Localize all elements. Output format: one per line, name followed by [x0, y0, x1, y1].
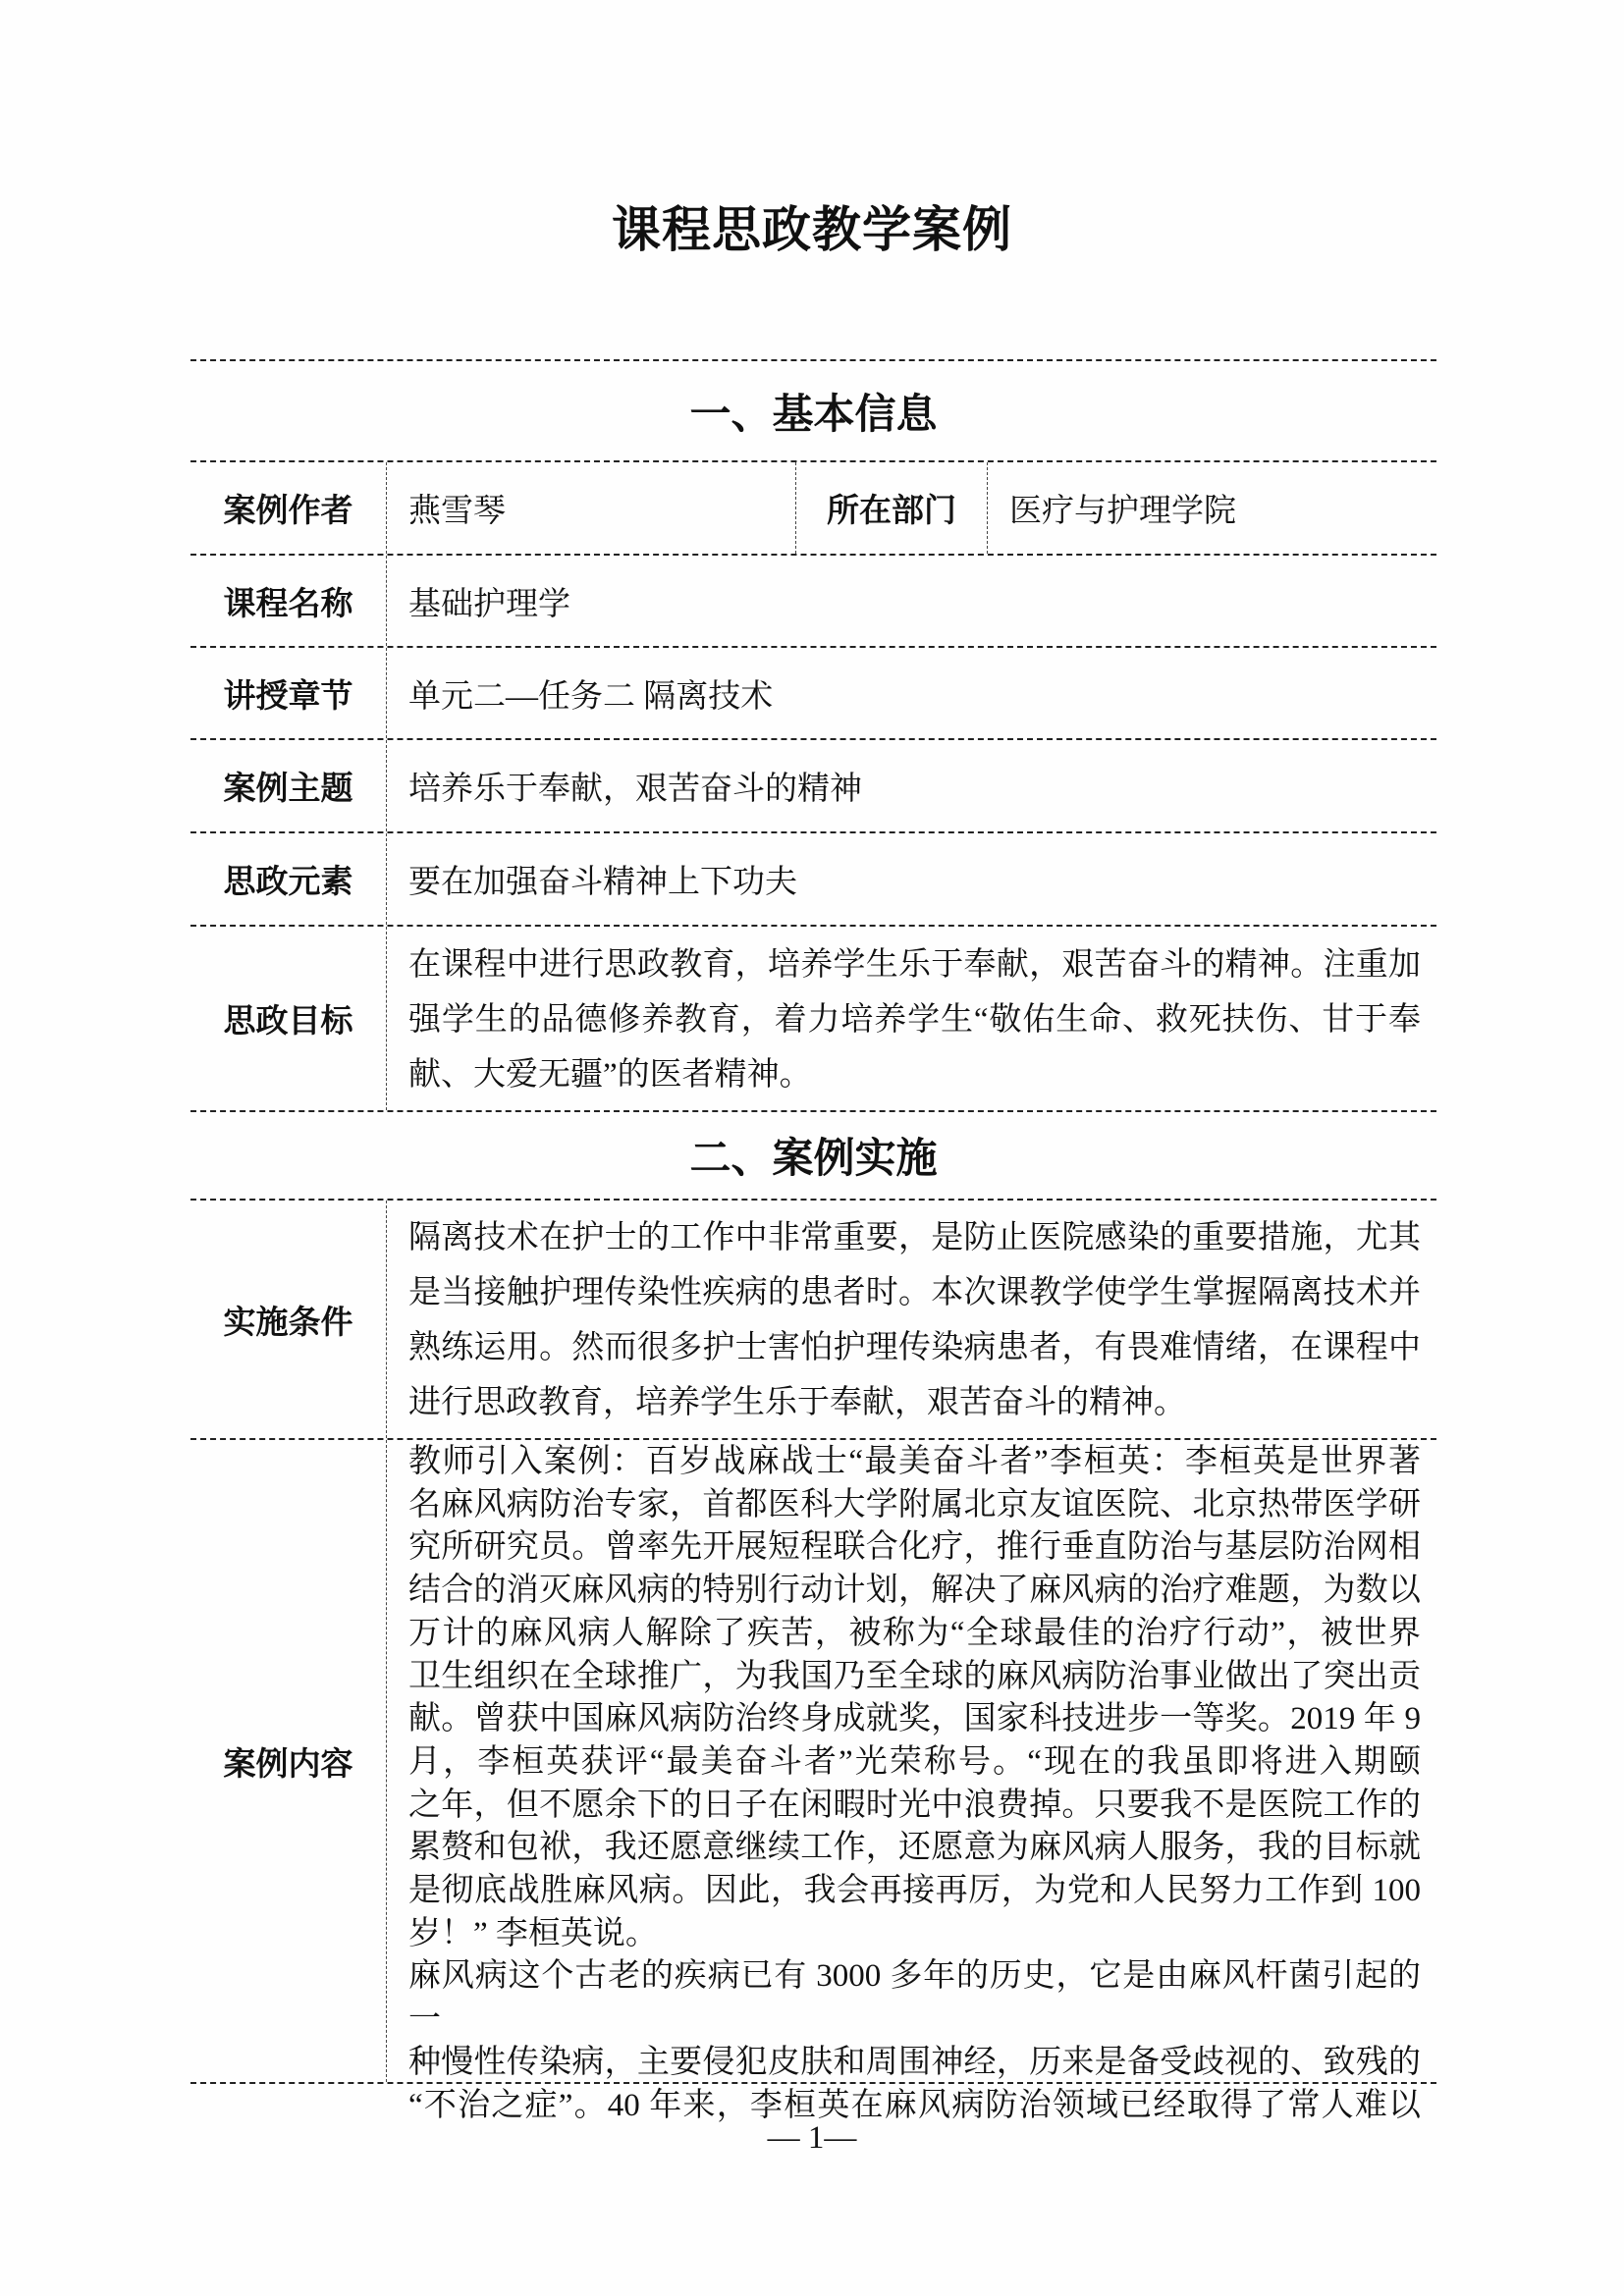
section-header-basic-info [190, 359, 1436, 460]
label-implementation-conditions: 实施条件 [190, 1201, 387, 1438]
section-title: 二、案例实施 [689, 1135, 938, 1181]
section-title: 一、基本信息 [689, 390, 938, 437]
section-header-case-implementation [190, 1110, 1436, 1199]
value-implementation-conditions: 隔离技术在护士的工作中非常重要，是防止医院感染的重要措施，尤其 是当接触护理传染性疾病的患者时。本次课教学使学生掌握隔离技术并 熟练运用。然而很多护士害怕护理传染病患者，有畏难情绪，在课程中 进行思政教育，培养学生乐于奉献，艰苦奋斗的精神。 [408, 1220, 1421, 1420]
case-form-table [190, 359, 1436, 2123]
label-case-author: 案例作者 [190, 462, 387, 554]
label-case-content: 案例内容 [190, 1440, 387, 2082]
table-row [190, 738, 1436, 831]
value-case-author: 燕雪琴 [387, 462, 796, 554]
label-case-theme: 案例主题 [190, 740, 387, 831]
label-ideological-goal: 思政目标 [190, 927, 387, 1110]
value-case-theme: 培养乐于奉献，艰苦奋斗的精神 [408, 772, 862, 807]
label-department: 所在部门 [796, 462, 988, 554]
table-row [190, 1438, 1436, 2123]
value-ideological-element: 要在加强奋斗精神上下功夫 [408, 865, 797, 900]
value-case-content: 教师引入案例：百岁战麻战士“最美奋斗者”李桓英：李桓英是世界著 名麻风病防治专家，首都医科大学附属北京友谊医院、北京热带医学研 究所研究员。曾率先开展短程联合化疗，推行垂直防治与基层防治网相 结合的消灭麻风病的特别行动计划，解决了麻风病的治疗难题，为数以 万计的麻风病人解除了疾苦，被称为“全球最佳的治疗行动”，被世界 卫生组织在全球推广，为我国乃至全球的麻风病防治事业做出了突出贡 献。曾获中国麻风病防治终身成就奖，国家科技进步一等奖。2019 年 9 月，李桓英获评“最美奋斗者”光荣称号。“现在的我虽即将进入期颐 之年，但不愿余下的日子在闲暇时光中浪费掉。只要我不是医院工作的 累赘和包袱，我还愿意继续工作，还愿意为麻风病人服务，我的目标就 是彻底战胜麻风病。因此，我会再接再厉，为党和人民努力工作到 100 岁！” 李桓英说。 麻风病这个古老的疾病已有 3000 多年的历史，它是由麻风杆菌引起的一 种慢性传染病，主要侵犯皮肤和周围神经，历来是备受歧视的、致残的 “不治之症”。40 年来，李桓英在麻风病防治领域已经取得了常人难以 [408, 1444, 1421, 2123]
table-row [190, 831, 1436, 925]
table-row [190, 646, 1436, 738]
table-row [190, 554, 1436, 646]
value-course-name: 基础护理学 [408, 586, 570, 622]
page-title: 课程思政教学案例 [612, 202, 1012, 257]
table-row [190, 925, 1436, 1110]
page-number: — 1— [767, 2120, 857, 2156]
label-course-name: 课程名称 [190, 556, 387, 646]
table-row [190, 1199, 1436, 1438]
value-department: 医疗与护理学院 [1009, 494, 1236, 529]
label-teaching-chapter: 讲授章节 [190, 648, 387, 738]
table-row [190, 460, 1436, 554]
value-ideological-goal: 在课程中进行思政教育，培养学生乐于奉献，艰苦奋斗的精神。注重加 强学生的品德修养教育，着力培养学生“敬佑生命、救死扶伤、甘于奉 献、大爱无疆”的医者精神。 [408, 947, 1421, 1093]
value-teaching-chapter: 单元二—任务二 隔离技术 [408, 678, 774, 715]
label-ideological-element: 思政元素 [190, 833, 387, 925]
